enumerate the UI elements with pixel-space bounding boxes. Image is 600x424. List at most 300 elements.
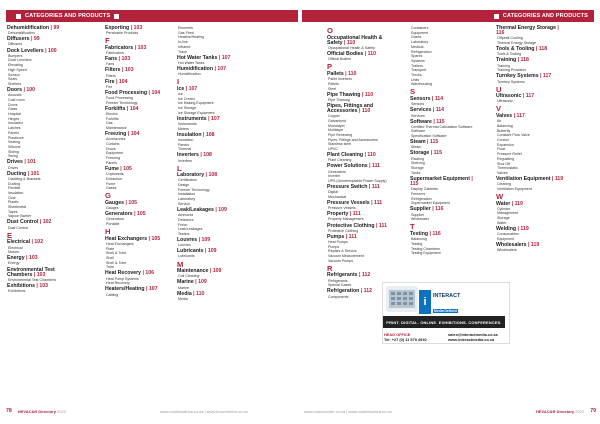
index-entry [105,287,177,297]
index-entry [177,173,249,206]
separator: | [344,233,349,240]
category-name: Supermarket Equipment [410,175,470,182]
separator: | [191,290,197,297]
subcategory-item: Pumps [328,244,340,249]
index-letter-heading: W [496,191,504,201]
index-entry [410,207,482,222]
index-letter-heading: E [7,230,13,240]
subcategory-item: Pallets [328,81,339,86]
separator: | [213,206,219,213]
index-entry [7,284,79,294]
category-name: Hot Water Tanks [177,54,218,61]
index-entry [327,224,399,234]
separator: | [430,96,435,103]
category-name: Testing [410,230,429,237]
subcategory-item: Sliding [8,149,19,154]
subcategory-item: Components [328,294,349,299]
page-reference: 119 [554,176,564,183]
separator: | [117,56,122,63]
page-reference: 107 [221,54,231,61]
page-reference: 104 [118,78,128,85]
category-name: Power Solutions [327,163,368,170]
subcategory-item: Transport [411,68,427,73]
subcategory-item: Vacuum Pumps [328,258,354,263]
subcategory-item: Cabling [106,292,119,297]
separator: | [512,113,517,120]
page-reference: 115 [410,181,419,188]
subcategory-item: Electrical [8,245,23,250]
category-heading[interactable] [7,268,79,278]
separator: | [144,286,149,293]
index-entry [327,212,399,222]
category-heading[interactable] [327,104,399,114]
category-name: Instruments [177,115,207,122]
category-name: Generators [105,211,133,218]
category-name: Energy [7,255,25,262]
category-name: Pressure Switch [327,184,368,191]
separator: | [359,288,364,295]
index-entry [7,220,79,230]
index-letter-heading: M [177,259,184,269]
subcategory-item: Elevating [8,63,23,68]
subcategory-item: Spares [411,54,423,59]
subcategory-item: Systems [411,58,425,63]
subcategory-item: Gases [411,35,422,40]
separator: | [431,107,436,114]
separator: | [348,211,353,218]
category-name: Filters [105,67,121,74]
separator: | [125,105,130,112]
separator: | [360,91,365,98]
subcategory-item: Seals [8,77,17,82]
category-name: Heat Exchangers [105,235,148,242]
index-entry [177,87,249,116]
page-reference: 109 [212,268,222,275]
category-name: Insulation [177,131,202,138]
subcategory-item: Tube [106,265,115,270]
page-reference: 101 [27,159,36,166]
page-reference: 118 [520,57,529,64]
subcategory-item: High Speed [8,67,27,72]
category-name: Freezing [105,131,127,138]
separator: | [34,282,40,289]
header-square-icon [16,14,21,19]
subcategory-item: Scissor [8,72,20,77]
subcategory-item: Dock Levellers [8,58,32,63]
separator: | [367,184,372,191]
category-name: Software [410,118,432,125]
index-entry [105,132,177,165]
page-footer [536,406,596,416]
category-name: Sensors [410,96,431,103]
index-entry [105,46,177,56]
separator: | [22,86,27,93]
index-entry [177,117,249,132]
index-entry [327,235,399,264]
index-entry [7,160,79,170]
subcategory-item: Training Providers [497,68,527,73]
index-entry [7,172,79,220]
subcategory-item: Air [497,119,502,124]
index-entry [105,80,177,90]
page-footer [6,406,66,416]
index-entry [177,67,249,77]
separator: | [132,211,138,218]
ad-banner: PRINT. DIGITAL. ONLINE. EXHIBITIONS. CONFERENCES. [383,316,505,328]
page-reference: 110 [361,108,371,114]
subcategory-item: Shell & Tube [106,260,127,265]
page-number: 78 [6,408,12,414]
page-reference: 105 [123,165,132,172]
index-entry [496,202,568,226]
subcategory-item: Trace [178,49,188,54]
page-reference: 119 [514,200,523,207]
subcategory-item: Shell & Tube [106,251,127,256]
subcategory-item: Regulating [497,156,515,161]
subcategory-item: Freezing [106,156,120,161]
separator: | [147,89,152,96]
category-name: Dust Control [7,219,39,226]
separator: | [32,271,37,278]
subcategory-item: Silicone [8,144,21,149]
subcategory-item: Display Cabinets [411,187,438,192]
category-name: Ventilation Equipment [496,176,551,183]
category-name: Drives [7,159,23,166]
subcategory-item: Ice Making Equipment [178,101,214,106]
subcategory-item: Environmental Test Chambers [8,277,57,282]
subcategory-item: Filters [106,73,116,78]
category-name: Humidification [177,65,214,72]
subcategory-item: Leak/Leakages [178,227,203,232]
right-page [300,0,600,424]
category-name: Storage [410,150,430,157]
subcategory-item: Wholesaler [411,217,429,222]
index-entry [177,133,249,152]
category-name: Ultrasonic [496,93,522,100]
subcategory-item: Pipe Renewing [328,133,353,138]
subcategory-item: Occupational Health & Safety [328,46,375,50]
subcategory-item: Equipment [106,151,124,156]
subcategory-item: Lubricants [178,254,195,259]
page-reference: 115 [429,139,439,146]
subcategory-item: Fire [106,84,113,89]
index-entry [327,201,399,211]
category-name: Gauges [105,199,125,206]
category-name: Tools & Tooling [496,46,535,53]
subcategory-item: Medical [411,44,424,49]
subcategory-item: Butterfly [497,128,511,133]
separator: | [342,39,347,46]
subcategory-item: Offpeak Cooling [497,36,523,41]
subcategory-item: Supermarket Equipment [411,201,450,206]
page-reference: 104 [130,131,140,138]
page-reference: 109 [207,248,217,255]
index-entry [327,36,399,51]
index-entry [7,49,79,87]
separator: | [374,222,379,229]
subcategory-item: Cleaning [497,182,512,187]
subcategory-item: Heaters/Heating [178,35,204,40]
subcategory-item: Gas [106,121,113,126]
subcategory-item: Electric [106,112,118,116]
category-name: Forklifts [105,105,126,112]
page-reference: 103 [28,255,38,262]
separator: | [526,241,531,248]
index-column [177,26,249,303]
page-reference: 107 [188,85,198,92]
subcategory-item: Sensors [411,102,425,107]
subcategory-item: Ice Storage Equipment [178,110,215,115]
separator: | [213,65,218,72]
separator: | [516,57,521,64]
subcategory-item: Cylinder [497,206,511,211]
subcategory-item: Cold room [8,97,25,102]
page-reference: 103 [36,271,46,278]
category-name: Exhibitions [7,282,35,289]
subcategory-item: Flexible [8,186,21,191]
page-reference: 99 [33,36,40,43]
index-entry [177,269,249,279]
footer-year: 2022 [57,408,66,414]
index-entry [410,177,482,206]
index-letter-heading: U [496,84,502,94]
category-name: Food Processing [105,89,148,96]
separator: | [534,46,539,53]
index-entry [7,26,79,36]
page-reference: 119 [520,225,529,232]
page-reference: 103 [124,67,134,74]
index-column [327,26,399,301]
subcategory-item: Certified Thermal Calculation Software [411,124,473,129]
category-name: Pipes, Fittings and Accessories [327,102,374,114]
category-name: Services [410,107,432,114]
subcategory-item: Dust Control [8,225,28,230]
separator: | [43,47,48,54]
subcategory-item: Plate [106,246,115,251]
subcategory-item: Certification [178,178,197,183]
page-reference: 109 [218,206,227,213]
index-letter-heading: P [327,62,333,72]
subcategory-item: Diffusers [8,42,23,47]
ad-email-link[interactable]: sales@interactmedia.co.za [448,332,498,337]
subcategory-item: Control [497,138,509,143]
index-entry [410,108,482,118]
subcategory-item: Sheetmetal [8,205,27,210]
subcategory-item: Cladding & Brackets [8,176,41,181]
index-entry [177,249,249,259]
separator: | [429,150,434,157]
logo-subtitle: Media Defined [434,309,457,313]
separator: | [430,206,436,213]
index-letter-heading: O [327,26,333,35]
page-reference: 110 [364,91,374,98]
page-reference: 110 [367,51,377,58]
category-name: Pallets [327,70,344,77]
subcategory-item: Coil Cleaning [178,274,200,279]
separator: | [510,200,515,207]
subcategory-item: Shell [106,255,114,260]
page-number: 79 [590,408,596,414]
index-entry [105,271,177,286]
index-entry [7,256,79,266]
page-reference: 107 [211,115,220,122]
subcategory-item: Energy [8,261,20,266]
category-name: Lubricants [177,248,204,255]
index-entry [410,140,482,150]
separator: | [118,165,124,172]
subcategory-item: UPVC [328,147,338,152]
index-entry [496,94,568,104]
subcategory-item: Plant Cleaning [328,158,352,163]
ad-contacts [448,332,498,342]
index-entry [327,72,399,91]
category-name: Turnkey Systems [496,73,539,80]
subcategory-item: Galvanised [328,118,346,123]
footer-url-text: www.coldlinkafrica.co.za | www.hvacrcentre.co.za [160,408,248,414]
subcategory-item: Ice Cream [178,96,195,101]
page-reference: 107 [148,286,158,293]
subcategory-item: Water [497,220,507,225]
subcategory-item: Extraction [106,176,122,181]
category-heading[interactable] [410,177,482,187]
category-name: Fire [105,78,115,85]
index-entry [7,240,79,255]
separator: | [114,78,119,85]
index-entry [496,47,568,57]
subcategory-item: Balancing [411,237,427,242]
separator: | [30,239,35,246]
index-entry [410,120,482,139]
subcategory-item: Doors [8,102,18,107]
page-reference: 117 [542,73,552,80]
subcategory-item: Vacuum Measurement [328,254,364,259]
page-reference: 102 [34,239,44,246]
category-name: Leak/Leakages [177,206,214,213]
subcategory-item: Turnkey Systems [497,79,525,84]
separator: | [516,225,521,232]
page-reference: 118 [538,46,548,53]
separator: | [208,268,213,275]
category-name: Laboratory [177,172,205,179]
index-entry [105,107,177,131]
index-letter-heading: V [496,104,502,114]
category-heading[interactable] [327,36,399,46]
separator: | [198,152,204,159]
subcategory-item: Glass [8,107,18,112]
building-image [386,286,418,312]
page-reference: 108 [205,131,215,138]
subcategory-item: Management [497,211,518,216]
separator: | [29,36,34,43]
ad-website-link[interactable]: www.interactmedia.co.za [448,337,495,342]
subcategory-item: Instruments [178,121,197,126]
page-reference: 103 [137,44,147,51]
category-heading[interactable] [496,26,568,36]
index-entry [7,37,79,47]
section-title: CATEGORIES AND PRODUCTS [502,13,588,19]
category-name: Refrigerants [327,272,358,279]
category-name: Maintenance [177,268,209,275]
page-reference: 111 [371,184,380,191]
subcategory-item: Equipment [497,236,515,241]
subcategory-item: Testing Chambers [411,246,440,251]
page-reference: 109 [198,279,207,286]
separator: | [363,51,368,58]
separator: | [49,25,54,31]
page-reference: 107 [217,65,227,72]
subcategory-item: Doors [106,146,116,151]
subcategory-item: Media [178,296,188,301]
index-entry [410,232,482,256]
subcategory-item: Special Gases [328,283,352,288]
subcategory-item: Elements [178,26,193,30]
index-entry [105,26,177,36]
subcategory-item: Storage [497,216,510,221]
subcategory-item: Freezer Technology [106,100,138,105]
index-column [105,26,177,299]
index-entry [496,177,568,192]
page-reference: 108 [208,172,218,179]
page-reference: 112 [363,288,373,295]
category-name: Louvres [177,237,198,243]
category-name: Wholesalers [496,241,527,248]
subcategory-item: Shelving [411,161,425,166]
subcategory-item: Ultrasonic [497,99,513,104]
page-reference: 99 [53,25,60,31]
index-entry [105,57,177,67]
subcategory-item: Laboratory [178,197,196,202]
subcategory-item: Ice [178,91,183,96]
subcategory-item: Pallet Inverters [328,77,352,82]
index-entry [496,114,568,176]
subcategory-item: Tapes [8,209,18,214]
index-letter-heading: L [177,163,182,173]
subcategory-item: Equipment [411,30,429,35]
head-office [384,332,427,342]
separator: | [38,219,43,226]
index-entry [327,93,399,103]
subcategory-item: Pipes, Fittings and Accessories [328,137,378,142]
subcategory-item: Warehousing [411,82,433,87]
subcategory-item: Service [178,201,190,206]
separator: | [193,279,199,286]
page-reference: 105 [137,211,146,218]
page-reference: 100 [26,86,35,93]
index-letter-heading: H [105,227,111,237]
subcategory-item: Panels [106,160,117,165]
category-name: Fume [105,165,119,172]
category-name: Doors [7,86,22,93]
separator: | [197,237,202,243]
category-name: Protective Clothing [327,222,375,229]
page-reference: 111 [348,233,357,240]
category-name: Water [496,200,511,207]
page-reference: 104 [129,105,139,112]
subcategory-item: Mechanical [328,194,347,199]
subcategory-item: Hot Water Tanks [178,60,205,65]
separator: | [124,199,129,206]
subcategory-item: Accessories [106,137,126,142]
separator: | [555,25,559,31]
subcategory-item: Maintenance [106,126,127,131]
index-entry [105,91,177,106]
subcategory-item: Forklifts [106,116,119,121]
subcategory-item: Containers [411,26,429,30]
page-reference: 115 [436,118,445,125]
separator: | [469,175,473,182]
subcategory-item: Tools & Tooling [497,52,522,57]
logo-title: INTERACT [433,293,461,299]
